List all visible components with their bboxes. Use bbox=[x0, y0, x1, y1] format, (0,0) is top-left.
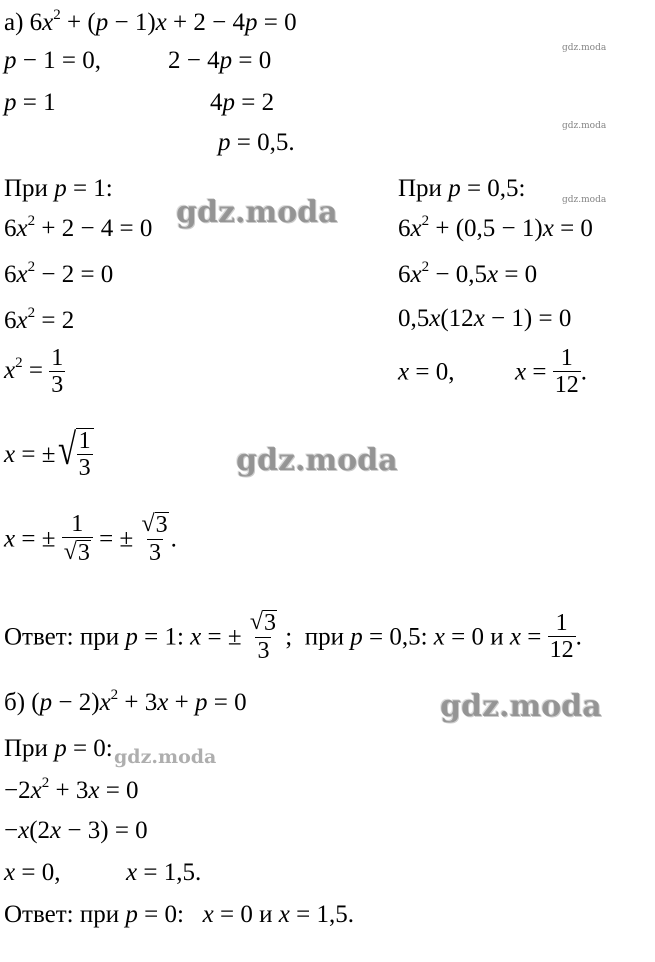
watermark-large-2: gdz.moda bbox=[236, 443, 398, 478]
part-a-line4: p = 0,5. bbox=[218, 129, 295, 156]
answer-fraction-one-twelfth: $\frac{1}{12}$ bbox=[549, 609, 574, 663]
right-line1: $6x^2 + (0,5 - 1)x = 0$ bbox=[398, 213, 593, 242]
left-line6: x = ± 1 √ 3 = ± √ 3 3 . bbox=[4, 511, 177, 566]
part-b-line3: −x(2x − 3) = 0 bbox=[4, 817, 148, 844]
left-line2: $6x^2 - 2 = 0$ bbox=[4, 259, 114, 288]
answer-fraction-sqrt3-over-3: √ 3 3 bbox=[249, 609, 277, 664]
watermark-large-1: gdz.moda bbox=[176, 195, 338, 230]
part-a-line2-right: 2 − 4p = 0 bbox=[168, 47, 272, 74]
part-a-line3-right: 4p = 2 bbox=[210, 89, 275, 116]
fraction-1-over-sqrt3: 1 √ 3 bbox=[62, 512, 93, 566]
part-a-line3-left: p = 1 bbox=[4, 89, 56, 116]
part-a-line2-left: p − 1 = 0, bbox=[4, 47, 101, 74]
part-b-header: При p = 0: bbox=[4, 735, 113, 762]
left-line3: $6x^2 = 2$ bbox=[4, 305, 75, 334]
left-line1: $6x^2 + 2 - 4 = 0$ bbox=[4, 213, 153, 242]
watermark-small-3: gdz.moda bbox=[562, 195, 607, 205]
right-header: При p = 0,5: bbox=[398, 175, 526, 202]
watermark-small-1: gdz.moda bbox=[562, 43, 607, 53]
answer-b: Ответ: при p = 0: x = 0 и x = 1,5. bbox=[4, 901, 354, 928]
sqrt-one-third: √ $\frac{1}{3}$ bbox=[55, 428, 93, 481]
watermark-large-3: gdz.moda bbox=[440, 689, 602, 724]
answer-a: Ответ: при p = 1: x = ± √ 3 3 ; при p = 0,5: x = 0 и x = $\frac{1}{12}$ . bbox=[4, 609, 582, 664]
watermark-medium-1: gdz.moda bbox=[114, 746, 217, 768]
fraction-one-twelfth: $\frac{1}{12}$ bbox=[554, 345, 579, 399]
left-header: При p = 1: bbox=[4, 175, 113, 202]
fraction-one-third: $\frac{1}{3}$ bbox=[51, 345, 64, 399]
part-a-line1: а) $6x^2 + (p - 1)x + 2 - 4p = 0$ bbox=[4, 7, 297, 36]
right-line3: 0,5x(12x − 1) = 0 bbox=[398, 305, 572, 332]
left-line4: $x^2$ = $\frac{1}{3}$ bbox=[4, 345, 64, 399]
watermark-small-2: gdz.moda bbox=[562, 121, 607, 131]
part-a-label: а) bbox=[4, 9, 24, 36]
part-b-line4a: x = 0, bbox=[4, 859, 61, 886]
right-line4: x = 0, x = $\frac{1}{12}$ . bbox=[398, 345, 587, 399]
fraction-sqrt3-over-3: √ 3 3 bbox=[141, 511, 168, 566]
part-b-line2: $-2x^2 + 3x = 0$ bbox=[4, 775, 139, 804]
right-line2: $6x^2 - 0,5x = 0$ bbox=[398, 259, 538, 288]
part-b-line4b: x = 1,5. bbox=[126, 859, 202, 886]
left-line5: x = ± √ $\frac{1}{3}$ bbox=[4, 428, 94, 481]
part-b-line1: б) $(p - 2)x^2 + 3x + p = 0$ bbox=[4, 687, 247, 716]
